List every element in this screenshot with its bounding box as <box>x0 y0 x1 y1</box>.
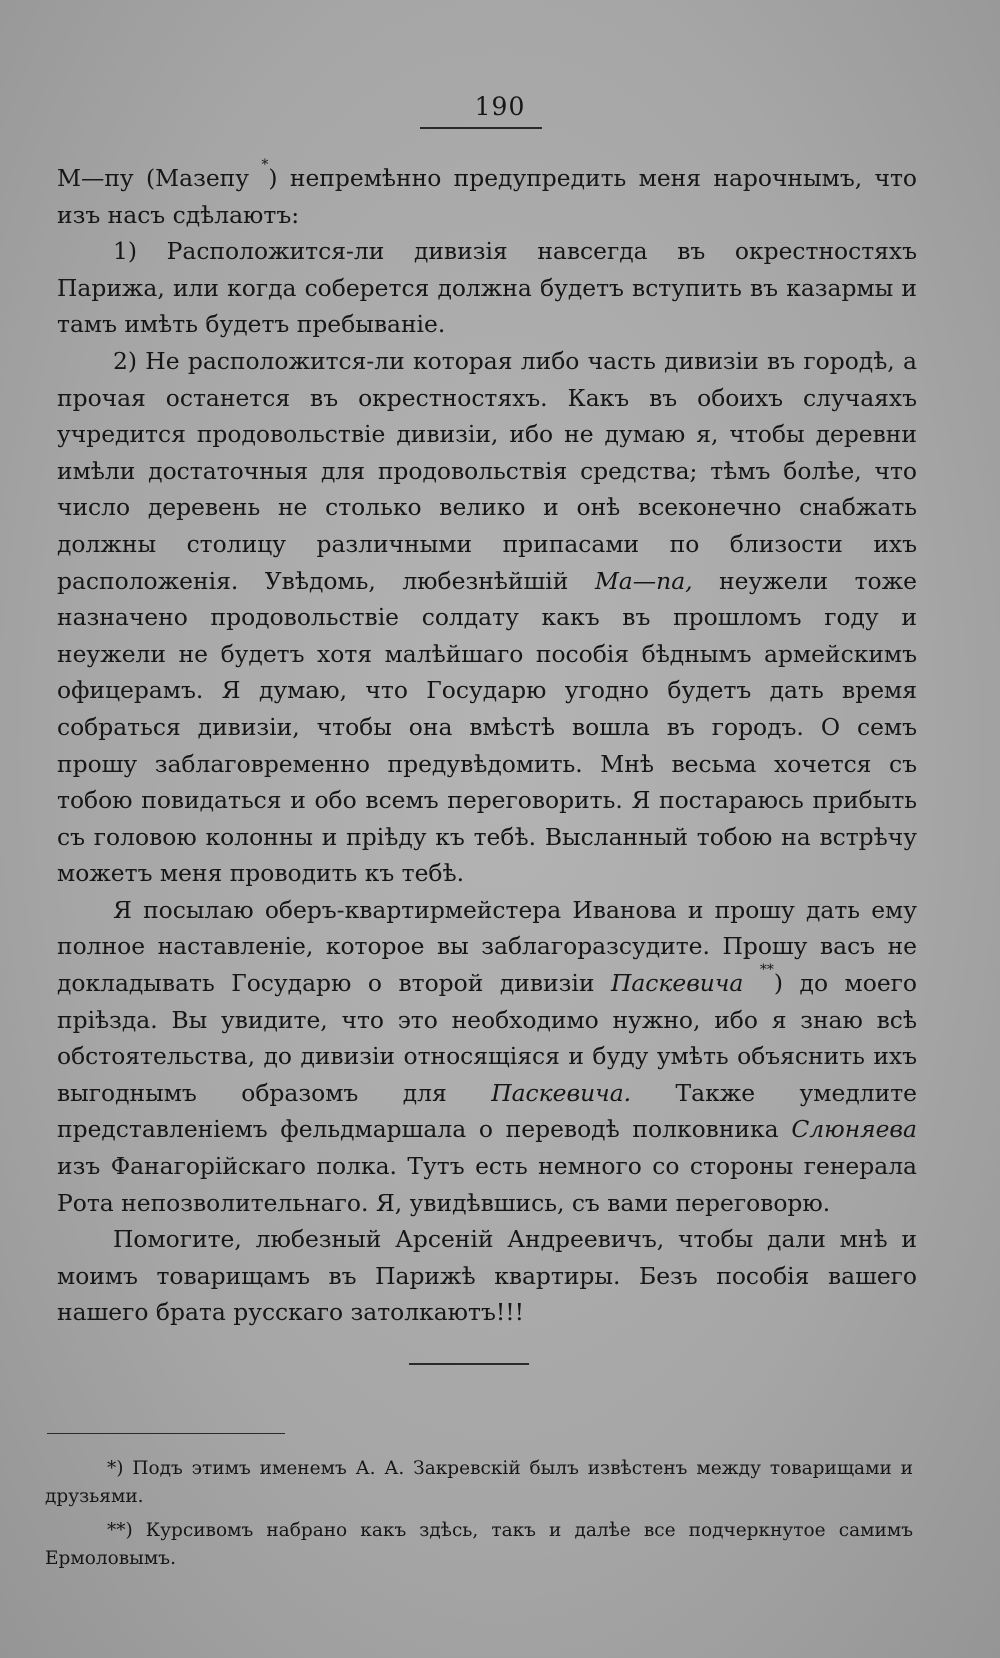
footnote-marker: * <box>261 157 269 173</box>
paragraph-4 <box>57 892 917 1221</box>
header-rule <box>420 127 542 129</box>
paragraph-3 <box>57 343 917 892</box>
italic-name: Слюняева <box>791 1115 917 1144</box>
paragraph-2 <box>57 233 917 343</box>
italic-name: Ма—па, <box>594 566 693 595</box>
footnote-2: **) Курсивомъ набрано какъ здѣсь, такъ и далѣе все подчеркнутое самимъ Ермоловымъ. <box>45 1520 913 1569</box>
footnote-rule <box>47 1433 285 1434</box>
text-run: 1) Расположится-ли дивизія навсегда въ окрестностяхъ Парижа, или когда соберется должна будетъ вступить въ казармы и тамъ имѣть будетъ пребываніе. <box>57 237 917 339</box>
text-run: М—пу (Мазепу <box>57 164 262 192</box>
text-run <box>743 969 760 997</box>
end-rule <box>409 1363 529 1365</box>
text-run: ) непремѣнно предупредить меня нарочнымъ, что изъ насъ сдѣлаютъ: <box>57 164 917 229</box>
page-number: 190 <box>474 92 526 121</box>
paragraph-1 <box>57 157 917 233</box>
text-run: ) до моего пріѣзда. Вы увидите, что это необходимо нужно, ибо я знаю всѣ обстоятельства, до дивизіи относящіяся и буду умѣть объяснить ихъ выгоднымъ образомъ для <box>57 969 918 1107</box>
italic-name: Паскевича. <box>491 1078 632 1107</box>
paragraph-5 <box>57 1221 917 1331</box>
footnote-1: *) Подъ этимъ именемъ А. А. Закревскій былъ извѣстенъ между товарищами и друзьями. <box>45 1458 913 1507</box>
text-run: Я посылаю оберъ-квартирмейстера Иванова и прошу дать ему полное наставленіе, которое вы заблагоразсудите. Прошу васъ не докладывать Государю о второй дивизіи <box>57 895 917 998</box>
footnote-marker: ** <box>759 962 774 979</box>
footnotes <box>45 1455 913 1579</box>
letter-body <box>57 157 918 1331</box>
text-run: Также умедлите представленіемъ фельдмаршала о переводѣ полковника <box>57 1078 917 1144</box>
text-run: изъ Фанагорійскаго полка. Тутъ есть немного со стороны генерала Рота непозволительнаго. Я, увидѣвшись, съ вами переговорю. <box>57 1152 917 1217</box>
text-run: 2) Не расположится-ли которая либо часть дивизіи въ городѣ, а прочая останется въ окрестностяхъ. Какъ въ обоихъ случаяхъ учредится продовольствіе дивизіи, ибо не думаю я, чтобы деревни имѣли достаточныя для продовольствія средства; тѣмъ болѣе, что число деревень не столько велико и онѣ всеконечно снабжать должны столицу различными припасами по близости ихъ расположенія. Увѣдомь, любезнѣйшій <box>57 346 917 595</box>
text-run: неужели тоже назначено продовольствіе солдату какъ въ прошломъ году и неужели не будетъ хотя малѣйшаго пособія бѣднымъ армейскимъ офицерамъ. Я думаю, что Государю угодно будетъ дать время собраться дивизіи, чтобы она вмѣстѣ вошла въ городъ. О семъ прошу заблаговременно предувѣдомить. Мнѣ весьма хочется съ тобою повидаться и обо всемъ переговорить. Я постараюсь прибыть съ головою колонны и пріѣду къ тебѣ. Высланный тобою на встрѣчу можетъ меня проводить къ тебѣ. <box>57 566 917 888</box>
text-run: Помогите, любезный Арсеній Андреевичъ, чтобы дали мнѣ и моимъ товарищамъ въ Парижѣ квартиры. Безъ пособія вашего нашего брата русскаго затолкаютъ!!! <box>57 1225 917 1327</box>
italic-name: Паскевича <box>610 969 744 998</box>
